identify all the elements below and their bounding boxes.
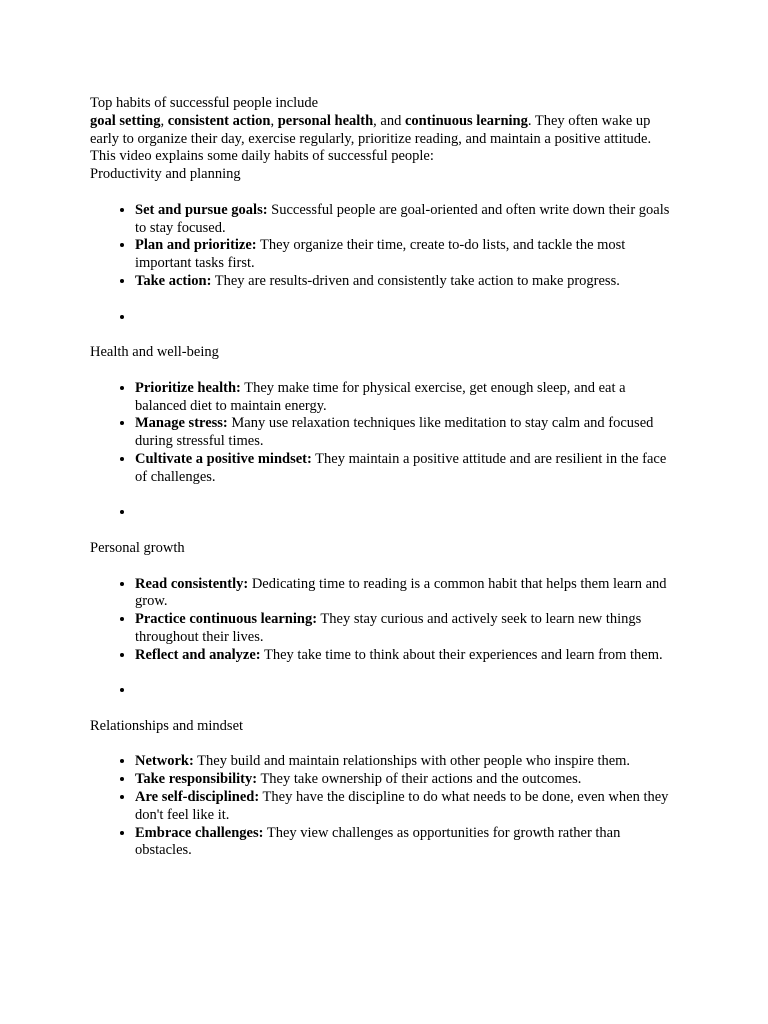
intro-separator: , <box>160 112 168 129</box>
empty-list-item <box>135 504 678 522</box>
habit-list <box>90 576 678 701</box>
section-productivity <box>90 166 678 326</box>
list-item <box>135 771 678 789</box>
habit-description: They maintain a positive attitude and are resilient in the face of challenges. <box>135 450 667 485</box>
intro-separator: , <box>270 112 278 129</box>
habit-description: They build and maintain relationships with other people who inspire them. <box>193 753 631 770</box>
habit-term: Network: <box>135 753 194 770</box>
keyword-goal-setting: goal setting <box>90 112 161 129</box>
list-item <box>135 451 678 487</box>
habit-term: Practice continuous learning: <box>135 611 318 628</box>
intro-summary <box>90 113 678 149</box>
habit-term: Manage stress: <box>135 415 228 432</box>
habit-list <box>90 202 678 327</box>
video-intro-line: This video explains some daily habits of successful people: <box>90 148 434 165</box>
section-title: Productivity and planning <box>90 166 241 183</box>
habit-description: They have the discipline to do what needs to be done, even when they don't feel like it. <box>135 789 669 823</box>
list-item <box>135 611 678 647</box>
habit-description: Many use relaxation techniques like meditation to stay calm and focused during stressful times. <box>135 415 654 450</box>
habit-term: Read consistently: <box>135 575 249 592</box>
keyword-continuous-learning: continuous learning <box>404 112 528 129</box>
habit-list <box>90 753 678 860</box>
habit-term: Set and pursue goals: <box>135 201 268 218</box>
habit-description: They stay curious and actively seek to learn new things throughout their lives. <box>135 611 642 645</box>
keyword-consistent-action: consistent action <box>167 112 271 129</box>
habit-list <box>90 380 678 522</box>
habit-description: They make time for physical exercise, get enough sleep, and eat a balanced diet to maintain energy. <box>135 379 626 414</box>
empty-list-item <box>135 682 678 700</box>
section-title: Relationships and mindset <box>90 717 244 734</box>
habit-description: They view challenges as opportunities for growth rather than obstacles. <box>135 824 621 859</box>
section-title: Health and well-being <box>90 344 219 361</box>
section-personal-growth <box>90 540 678 700</box>
list-item <box>135 789 678 825</box>
habit-description: They organize their time, create to-do lists, and tackle the most important tasks first. <box>135 237 626 272</box>
keyword-personal-health: personal health <box>277 112 374 129</box>
habit-term: Are self-disciplined: <box>135 789 260 806</box>
list-item <box>135 753 678 771</box>
habit-description: They take time to think about their experiences and learn from them. <box>260 646 663 663</box>
intro-heading-line: Top habits of successful people include <box>90 95 319 111</box>
habit-term: Take responsibility: <box>135 771 258 788</box>
list-item <box>135 647 678 665</box>
section-title: Personal growth <box>90 539 185 556</box>
list-item <box>135 237 678 273</box>
intro-summary-rest: . They often wake up early to organize their day, exercise regularly, prioritize reading, and maintain a positive attitude. <box>90 112 652 147</box>
list-item <box>135 202 678 238</box>
habit-term: Take action: <box>135 272 212 289</box>
list-item <box>135 825 678 861</box>
list-item <box>135 380 678 416</box>
list-item <box>135 415 678 451</box>
habit-term: Cultivate a positive mindset: <box>135 450 312 467</box>
intro-block <box>90 95 678 166</box>
section-health <box>90 344 678 522</box>
empty-list-item <box>135 309 678 327</box>
list-item <box>135 273 678 291</box>
habit-description: They take ownership of their actions and the outcomes. <box>257 771 582 788</box>
habit-description: Dedicating time to reading is a common habit that helps them learn and grow. <box>135 575 667 610</box>
intro-separator: , and <box>373 112 405 129</box>
list-item <box>135 576 678 612</box>
habit-term: Prioritize health: <box>135 379 241 396</box>
habit-term: Embrace challenges: <box>135 824 264 841</box>
habit-description: Successful people are goal-oriented and often write down their goals to stay focused. <box>135 201 670 236</box>
habit-description: They are results-driven and consistently take action to make progress. <box>211 272 620 289</box>
habit-term: Plan and prioritize: <box>135 237 257 254</box>
habit-term: Reflect and analyze: <box>135 646 261 663</box>
section-relationships <box>90 718 678 860</box>
